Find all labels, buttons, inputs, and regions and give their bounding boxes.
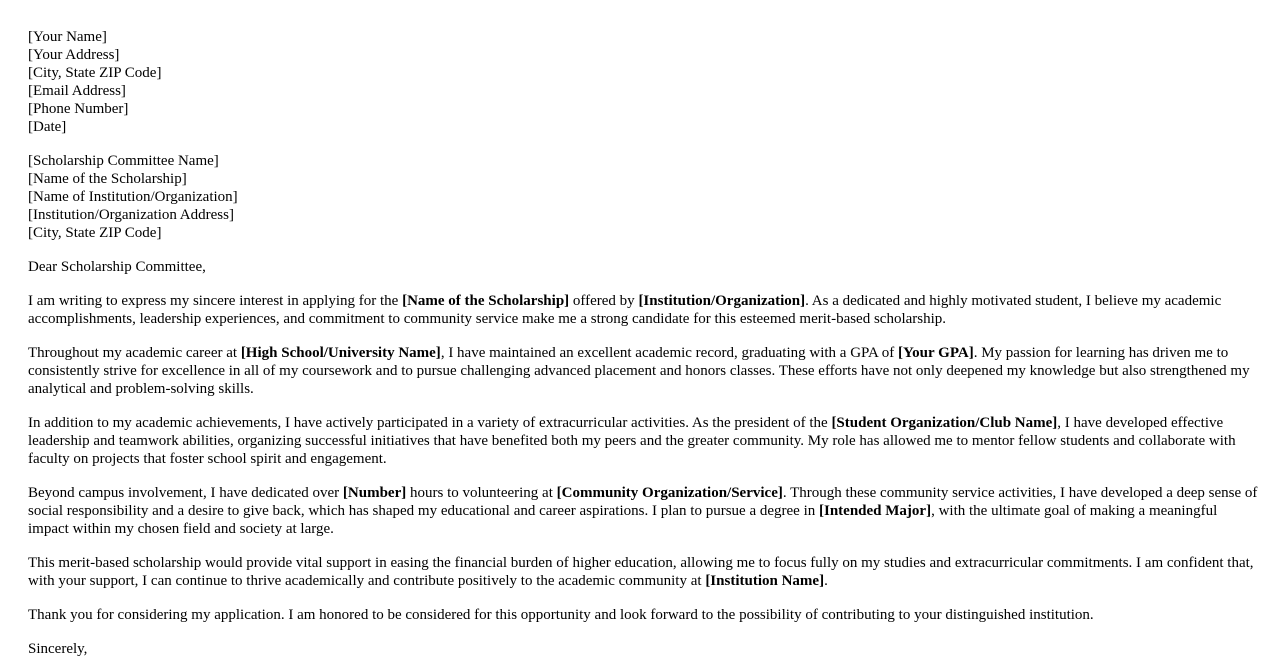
text: , I have developed effective leadership and teamwork abilities, organizing successful initiatives that have benefited both my peers and the greater community. My role has allowed me to mentor fellow students and collaborate with faculty on projects that foster school spirit and engagement. (28, 415, 1236, 467)
sender-address-block (28, 28, 1260, 136)
paragraph-community-service (28, 484, 1260, 538)
sender-phone: [Phone Number] (28, 101, 129, 117)
recipient-address: [Institution/Organization Address] (28, 207, 234, 223)
paragraph-intro (28, 292, 1260, 328)
text: . (824, 573, 828, 589)
recipient-city-state-zip: [City, State ZIP Code] (28, 225, 162, 241)
placeholder-community-organization: [Community Organization/Service] (556, 485, 783, 501)
recipient-address-block (28, 152, 1260, 242)
placeholder-institution: [Institution/Organization] (638, 293, 806, 309)
recipient-scholarship: [Name of the Scholarship] (28, 171, 187, 187)
placeholder-institution-name: [Institution Name] (705, 573, 825, 589)
sender-name: [Your Name] (28, 29, 107, 45)
placeholder-intended-major: [Intended Major] (819, 503, 932, 519)
placeholder-club-name: [Student Organization/Club Name] (831, 415, 1058, 431)
sender-email: [Email Address] (28, 83, 126, 99)
closing: Sincerely, (28, 641, 88, 657)
text: Beyond campus involvement, I have dedicated over (28, 485, 343, 501)
text: . As a dedicated and highly motivated student, I believe my academic accomplishments, leadership experiences, and commitment to community service make me a strong candidate for this esteemed merit-based scholarship. (28, 293, 1222, 327)
placeholder-gpa: [Your GPA] (898, 345, 974, 361)
letter-date: [Date] (28, 119, 67, 135)
text: offered by (569, 293, 639, 309)
text: hours to volunteering at (406, 485, 557, 501)
paragraph-financial-need (28, 554, 1260, 590)
text: In addition to my academic achievements, I have actively participated in a variety of extracurricular activities. As the president of the (28, 415, 832, 431)
text: . Through these community service activities, I have developed a deep sense of social responsibility and a desire to give back, which has shaped my educational and career aspirations. I plan to pursue a degree in (28, 485, 1258, 519)
text: Throughout my academic career at (28, 345, 241, 361)
placeholder-scholarship-name: [Name of the Scholarship] (402, 293, 570, 309)
text: This merit-based scholarship would provide vital support in easing the financial burden of higher education, allowing me to focus fully on my studies and extracurricular commitments. I am confident that, with your support, I can continue to thrive academically and contribute positively to the academic community at (28, 555, 1254, 589)
recipient-institution: [Name of Institution/Organization] (28, 189, 238, 205)
text: , I have maintained an excellent academic record, graduating with a GPA of (440, 345, 899, 361)
salutation: Dear Scholarship Committee, (28, 259, 206, 275)
sender-address: [Your Address] (28, 47, 120, 63)
sender-city-state-zip: [City, State ZIP Code] (28, 65, 162, 81)
paragraph-thanks: Thank you for considering my application. I am honored to be considered for this opportunity and look forward to the possibility of contributing to your distinguished institution. (28, 607, 1094, 623)
placeholder-school-name: [High School/University Name] (240, 345, 441, 361)
placeholder-hours-number: [Number] (342, 485, 407, 501)
text: I am writing to express my sincere interest in applying for the (28, 293, 403, 309)
text: . My passion for learning has driven me to consistently strive for excellence in all of my coursework and to pursue challenging advanced placement and honors classes. These efforts have not only deepened my knowledge but also strengthened my analytical and problem-solving skills. (28, 345, 1250, 397)
text: , with the ultimate goal of making a meaningful impact within my chosen field and society at large. (28, 503, 1218, 537)
recipient-committee: [Scholarship Committee Name] (28, 153, 219, 169)
paragraph-academics (28, 344, 1260, 398)
paragraph-extracurricular (28, 414, 1260, 468)
